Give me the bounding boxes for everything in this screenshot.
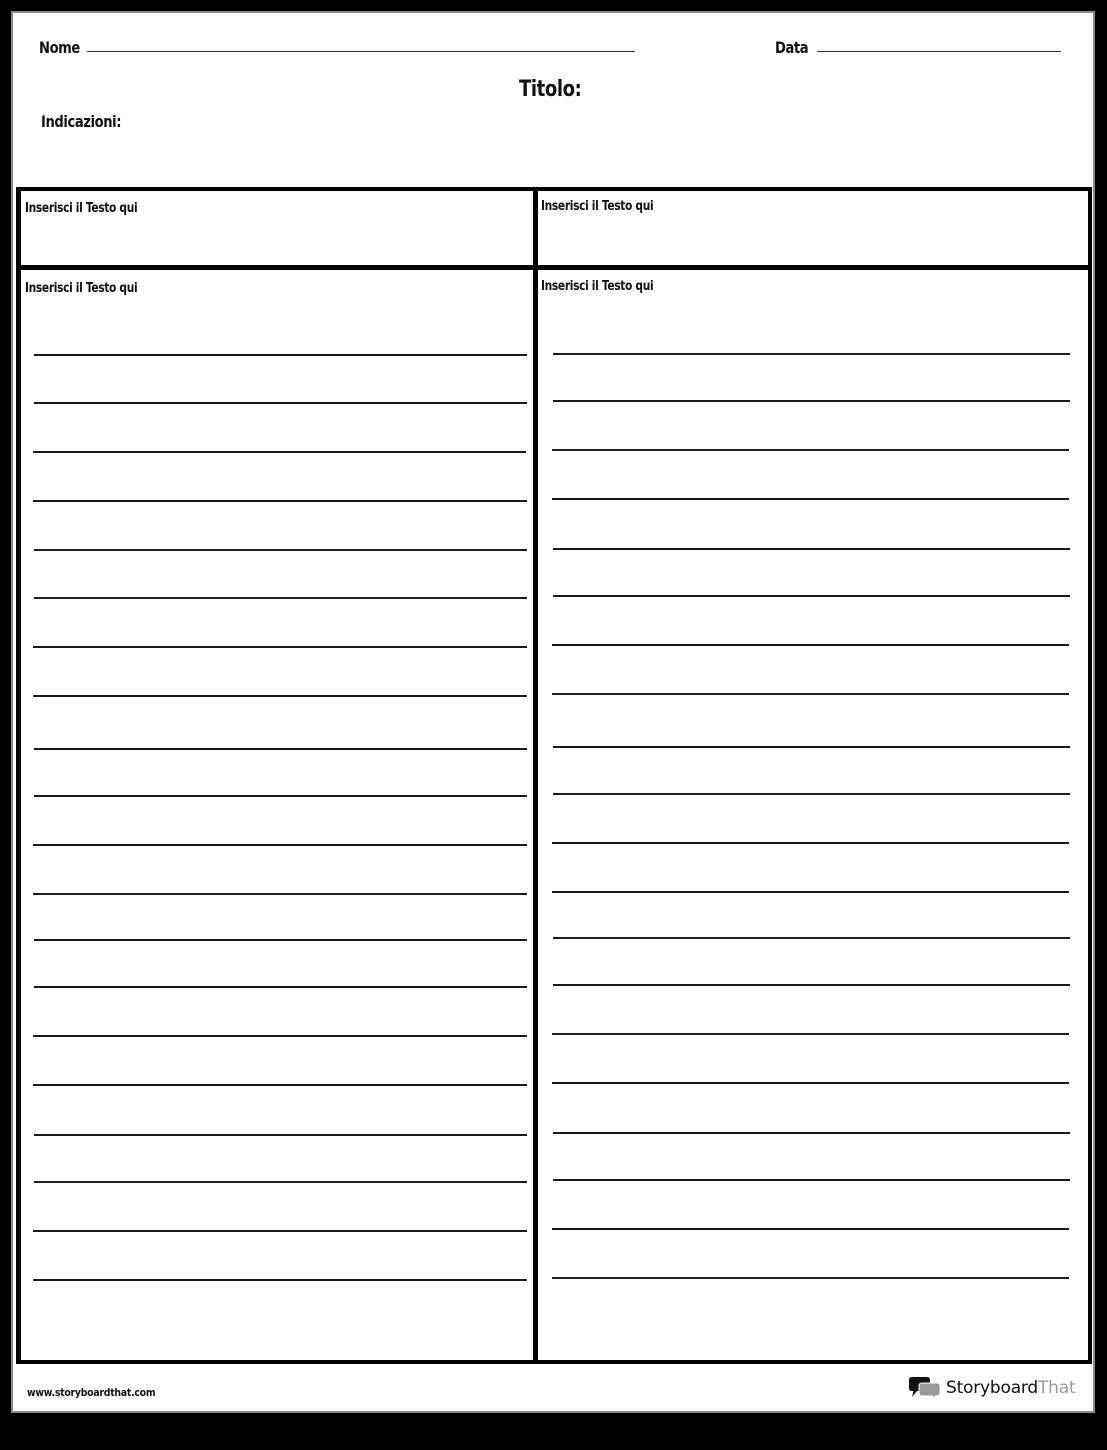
right-body-text[interactable]: Inserisci il Testo qui xyxy=(541,279,654,294)
writing-line[interactable] xyxy=(33,844,527,846)
speech-bubbles-icon xyxy=(909,1376,941,1400)
writing-line[interactable] xyxy=(34,402,527,404)
right-header-text[interactable]: Inserisci il Testo qui xyxy=(541,199,654,214)
writing-line[interactable] xyxy=(553,1179,1070,1181)
writing-line[interactable] xyxy=(552,693,1069,695)
writing-line[interactable] xyxy=(552,1277,1069,1279)
writing-line[interactable] xyxy=(34,354,527,356)
writing-line[interactable] xyxy=(33,1230,527,1232)
name-label: Nome xyxy=(39,38,80,57)
left-header-text[interactable]: Inserisci il Testo qui xyxy=(25,201,138,216)
directions-label: Indicazioni: xyxy=(41,112,122,131)
writing-line[interactable] xyxy=(552,1033,1069,1035)
logo-text-that: That xyxy=(1038,1378,1076,1398)
date-label: Data xyxy=(775,38,809,57)
writing-line[interactable] xyxy=(33,646,527,648)
writing-line[interactable] xyxy=(34,939,527,941)
writing-line[interactable] xyxy=(552,891,1069,893)
writing-line[interactable] xyxy=(34,748,527,750)
worksheet-page xyxy=(11,11,1095,1413)
writing-line[interactable] xyxy=(33,1084,527,1086)
writing-line[interactable] xyxy=(553,595,1070,597)
writing-line[interactable] xyxy=(553,1132,1070,1134)
writing-line[interactable] xyxy=(33,500,527,502)
writing-line[interactable] xyxy=(553,400,1070,402)
writing-line[interactable] xyxy=(552,1082,1069,1084)
writing-line[interactable] xyxy=(34,986,527,988)
writing-line[interactable] xyxy=(553,793,1070,795)
writing-line[interactable] xyxy=(553,746,1070,748)
column-divider xyxy=(533,191,538,1360)
writing-line[interactable] xyxy=(34,549,527,551)
date-input-line[interactable] xyxy=(817,51,1061,52)
writing-line[interactable] xyxy=(552,644,1069,646)
writing-line[interactable] xyxy=(552,498,1069,500)
logo-text-storyboard: Storyboard xyxy=(946,1378,1038,1398)
header-row-divider xyxy=(21,265,1088,270)
writing-line[interactable] xyxy=(33,695,527,697)
two-column-table xyxy=(16,187,1092,1364)
writing-line[interactable] xyxy=(552,449,1069,451)
writing-line[interactable] xyxy=(33,1279,527,1281)
writing-line[interactable] xyxy=(34,597,527,599)
storyboardthat-logo xyxy=(909,1375,1075,1401)
writing-line[interactable] xyxy=(34,1134,527,1136)
writing-line[interactable] xyxy=(34,1181,527,1183)
writing-line[interactable] xyxy=(552,1228,1069,1230)
writing-line[interactable] xyxy=(553,984,1070,986)
name-input-line[interactable] xyxy=(87,51,635,52)
writing-line[interactable] xyxy=(34,795,527,797)
footer-url: www.storyboardthat.com xyxy=(27,1386,156,1399)
writing-line[interactable] xyxy=(553,353,1070,355)
writing-line[interactable] xyxy=(552,842,1069,844)
title-label: Titolo: xyxy=(519,77,582,102)
left-body-text[interactable]: Inserisci il Testo qui xyxy=(25,281,138,296)
writing-line[interactable] xyxy=(33,893,527,895)
writing-line[interactable] xyxy=(33,1035,527,1037)
writing-line[interactable] xyxy=(553,937,1070,939)
writing-line[interactable] xyxy=(33,451,526,453)
writing-line[interactable] xyxy=(553,548,1070,550)
